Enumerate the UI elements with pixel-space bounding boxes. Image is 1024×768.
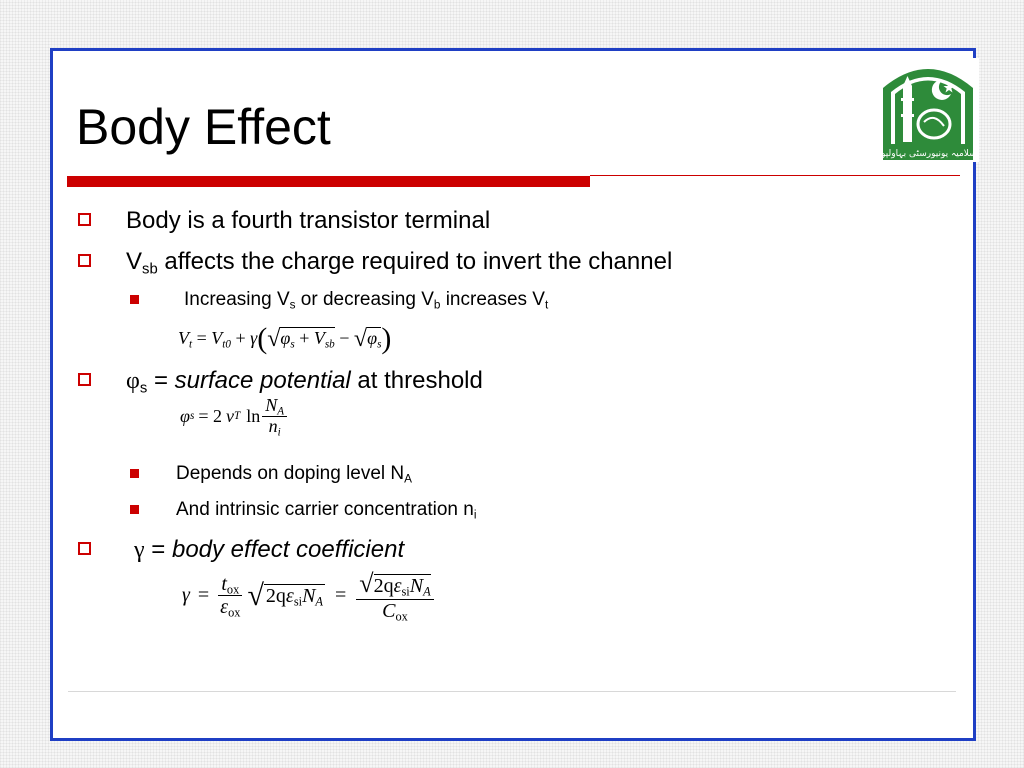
hollow-square-bullet-icon	[78, 373, 91, 386]
subbullet-doping-level	[130, 463, 413, 486]
subbullet-text: And intrinsic carrier concentration $n_i$	[176, 499, 477, 522]
equation-phi-s: φ s = 2 v T ln $\frac{N_A}{n_i}$	[180, 396, 287, 437]
subbullet-intrinsic-concentration	[130, 499, 477, 522]
equation-vt: $V_t = V_{t0} + \gamma(√\varphi_s + V_{sb} - √\varphi_s)$	[178, 322, 392, 355]
title-underline-thin	[590, 175, 960, 176]
bullet-text: $V_{sb}$ affects the charge required to invert the channel	[126, 248, 673, 278]
bullet-surface-potential	[78, 367, 483, 397]
hollow-square-bullet-icon	[78, 254, 91, 267]
bullet-body-terminal	[78, 209, 490, 233]
title-underline-thick	[67, 176, 590, 187]
bullet-text: $\varphi_s$ = surface potential at threshold	[126, 367, 483, 397]
solid-square-bullet-icon	[130, 505, 139, 514]
university-logo	[877, 58, 979, 162]
subbullet-text: Depends on doping level $N_A$	[176, 463, 413, 486]
footer-divider	[68, 691, 956, 692]
subbullet-increasing-vt	[130, 289, 549, 312]
bullet-body-effect-coefficient	[78, 538, 404, 562]
solid-square-bullet-icon	[130, 295, 139, 304]
bullet-vsb	[78, 248, 673, 278]
solid-square-bullet-icon	[130, 469, 139, 478]
bullet-text: Body is a fourth transistor terminal	[126, 207, 491, 234]
hollow-square-bullet-icon	[78, 542, 91, 555]
logo-text: اسلامیہ یونیورسٹی بہاولپور	[877, 149, 979, 159]
bullet-text: γ = body effect coefficient	[134, 536, 405, 563]
subbullet-text: Increasing $V_s$ or decreasing $V_b$ increases $V_t$	[184, 289, 549, 312]
slide-title: Body Effect	[76, 99, 331, 155]
equation-gamma: γ = $\frac{t_{ox}}{\varepsilon_{ox}}$ √ $2q\varepsilon_{si}N_A$ = $\frac{√2q\varepsilon_{si}N_A}{C_{ox}}$	[182, 570, 434, 622]
hollow-square-bullet-icon	[78, 213, 91, 226]
